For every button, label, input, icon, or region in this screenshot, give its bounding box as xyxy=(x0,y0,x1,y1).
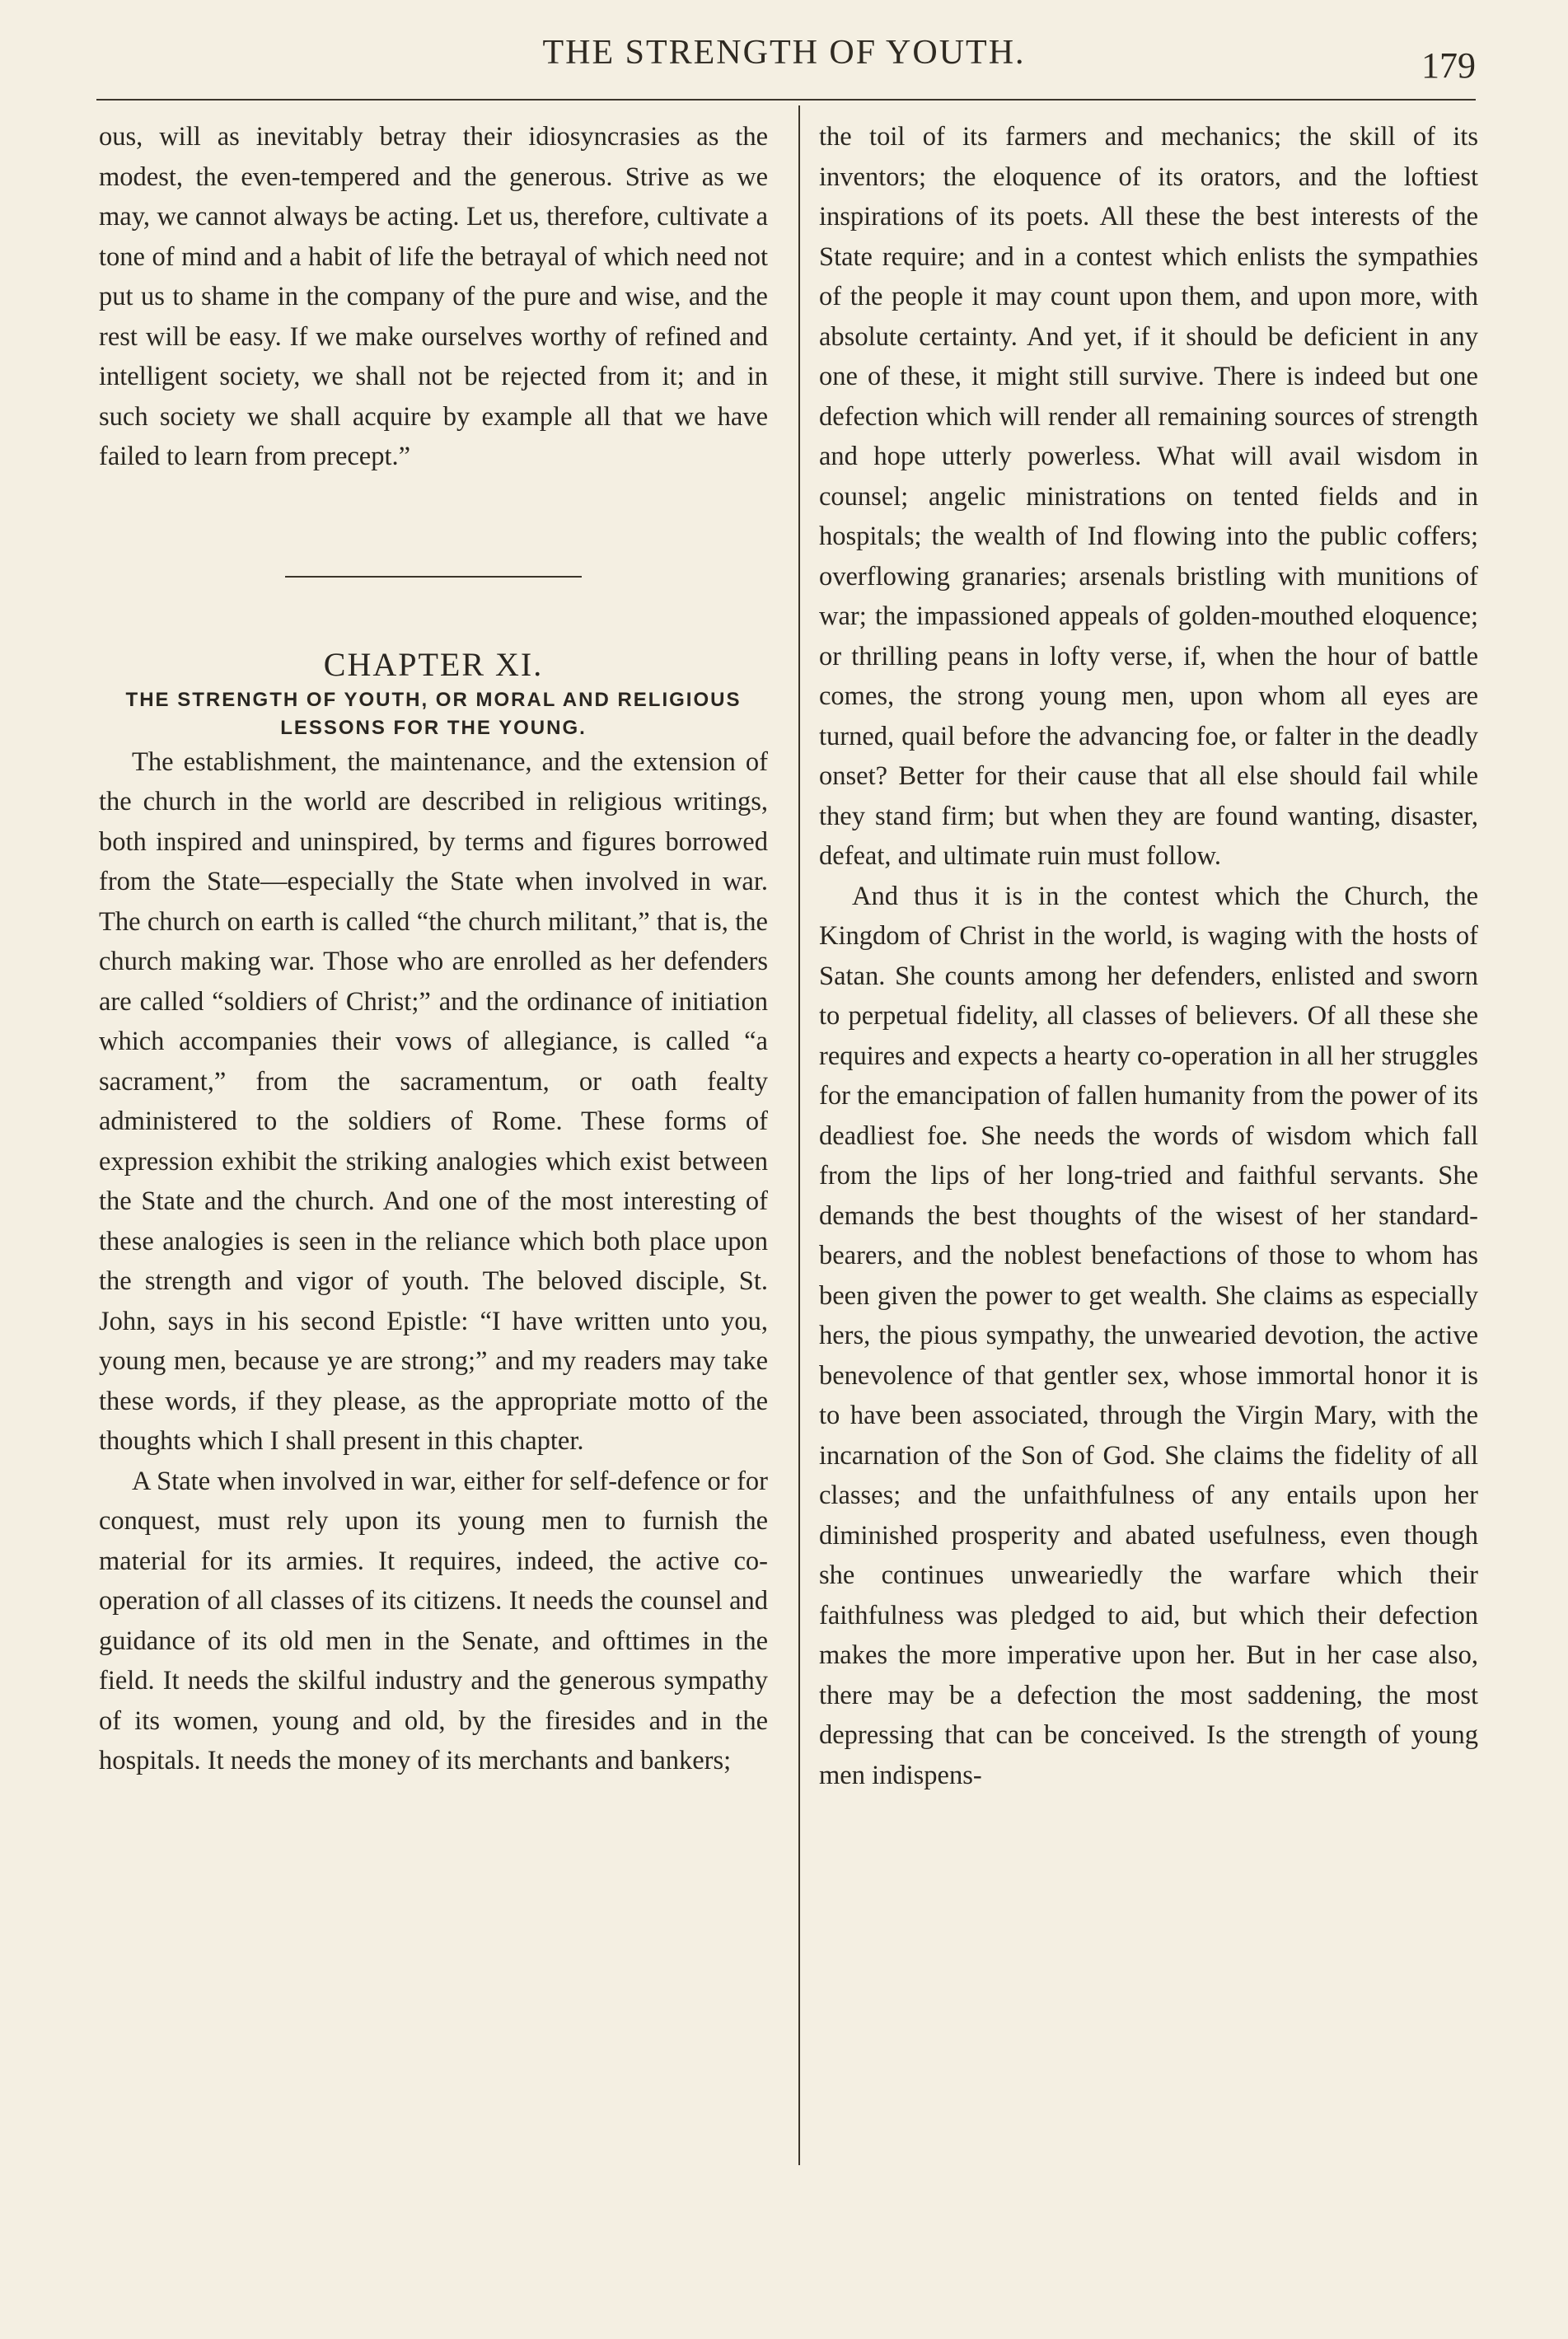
paragraph-continued: ous, will as inevitably betray their idiosyncrasies as the modest, the even-tempered and the generous. Strive as we may, we cannot always be acting. Let us, therefore, cultivate a tone of mind and a habit of life the betrayal of which need not put us to shame in the company of the pure and wise, and the rest will be easy. If we make ourselves worthy of refined and intelligent society, we shall not be rejected from it; and in such society we shall acquire by example all that we have failed to learn from precept.” xyxy=(99,122,768,471)
left-column xyxy=(99,117,768,1781)
page-number: 179 xyxy=(1421,45,1476,86)
paragraph: A State when involved in war, either for self-defence or for conquest, must rely upon its young men to furnish the material for its armies. It requires, indeed, the active co-operation of all classes of its citizens. It needs the counsel and guidance of its old men in the Senate, and ofttimes in the field. It needs the skilful industry and the generous sympathy of its women, young and old, by the firesides and in the hospitals. It needs the money of its merchants and bankers; xyxy=(99,1466,768,1775)
paragraph-continued: the toil of its farmers and mechanics; the skill of its inventors; the eloquence of its orators, and the loftiest inspirations of its poets. All these the best interests of the State require; and in a contest which enlists the sympathies of the people it may count upon them, and upon more, with absolute certainty. And yet, if it should be deficient in any one of these, it might still survive. There is indeed but one defection which will render all remaining sources of strength and hope utterly powerless. What will avail wisdom in counsel; angelic ministrations on tented fields and in hospitals; the wealth of Ind flowing into the public coffers; overflowing granaries; arsenals bristling with munitions of war; the impassioned appeals of golden-mouthed eloquence; or thrilling peans in lofty verse, if, when the hour of battle comes, the strong young men, upon whom all eyes are turned, quail before the advancing foe, or falter in the deadly onset? Better for their cause that all else should fail while they stand firm; but when they are found wanting, disaster, defeat, and ultimate ruin must follow. xyxy=(819,122,1478,871)
chapter-title: CHAPTER XI. xyxy=(323,645,544,683)
paragraph: The establishment, the maintenance, and the extension of the church in the world are described in religious writings, both inspired and uninspired, by terms and figures borrowed from the State—especially the State when involved in war. The church on earth is called “the church militant,” that is, the church making war. Those who are enrolled as her defenders are called “soldiers of Christ;” and the ordinance of initiation which accompanies their vows of allegiance, is called “a sacrament,” from the sacramentum, or oath fealty administered to the soldiers of Rome. These forms of expression exhibit the striking analogies which exist between the State and the church. And one of the most interesting of these analogies is seen in the reliance which both place upon the strength and vigor of youth. The beloved disciple, St. John, says in his second Epistle: “I have written unto you, young men, because ye are strong;” and my readers may take these words, if they please, as the appropriate motto of the thoughts which I shall present in this chapter. xyxy=(99,746,768,1456)
running-title: THE STRENGTH OF YOUTH. xyxy=(542,34,1026,72)
chapter-rule xyxy=(285,576,582,578)
header-rule xyxy=(96,99,1476,101)
column-divider xyxy=(798,105,800,2165)
paragraph: And thus it is in the contest which the Church, the Kingdom of Christ in the world, is waging with the hosts of Satan. She counts among her defenders, enlisted and sworn to perpetual fidelity, all classes of believers. Of all these she requires and expects a hearty co-operation in all her struggles for the emancipation of fallen humanity from the power of its deadliest foe. She needs the words of wisdom which fall from the lips of her long-tried and faithful servants. She demands the best thoughts of the wisest of her standard-bearers, and the noblest benefactions of those to whom has been given the power to get wealth. She claims as especially hers, the pious sympathy, the unwearied devotion, the active benevolence of that gentler sex, whose immortal honor it is to have been associated, through the Virgin Mary, with the incarnation of the Son of God. She claims the fidelity of all classes; and the unfaithfulness of any entails upon her diminished prosperity and abated usefulness, even though she continues unweariedly the warfare which their faithfulness was pledged to aid, but which their defection makes the more imperative upon her. But in her case also, there may be a defection the most saddening, the most depressing that can be conceived. Is the strength of young men indispens- xyxy=(819,881,1478,1790)
right-column xyxy=(819,117,1478,1795)
chapter-subtitle: THE STRENGTH OF YOUTH, OR MORAL AND RELIGIOUS LESSONS FOR THE YOUNG. xyxy=(125,688,742,739)
page-header xyxy=(0,33,1568,86)
